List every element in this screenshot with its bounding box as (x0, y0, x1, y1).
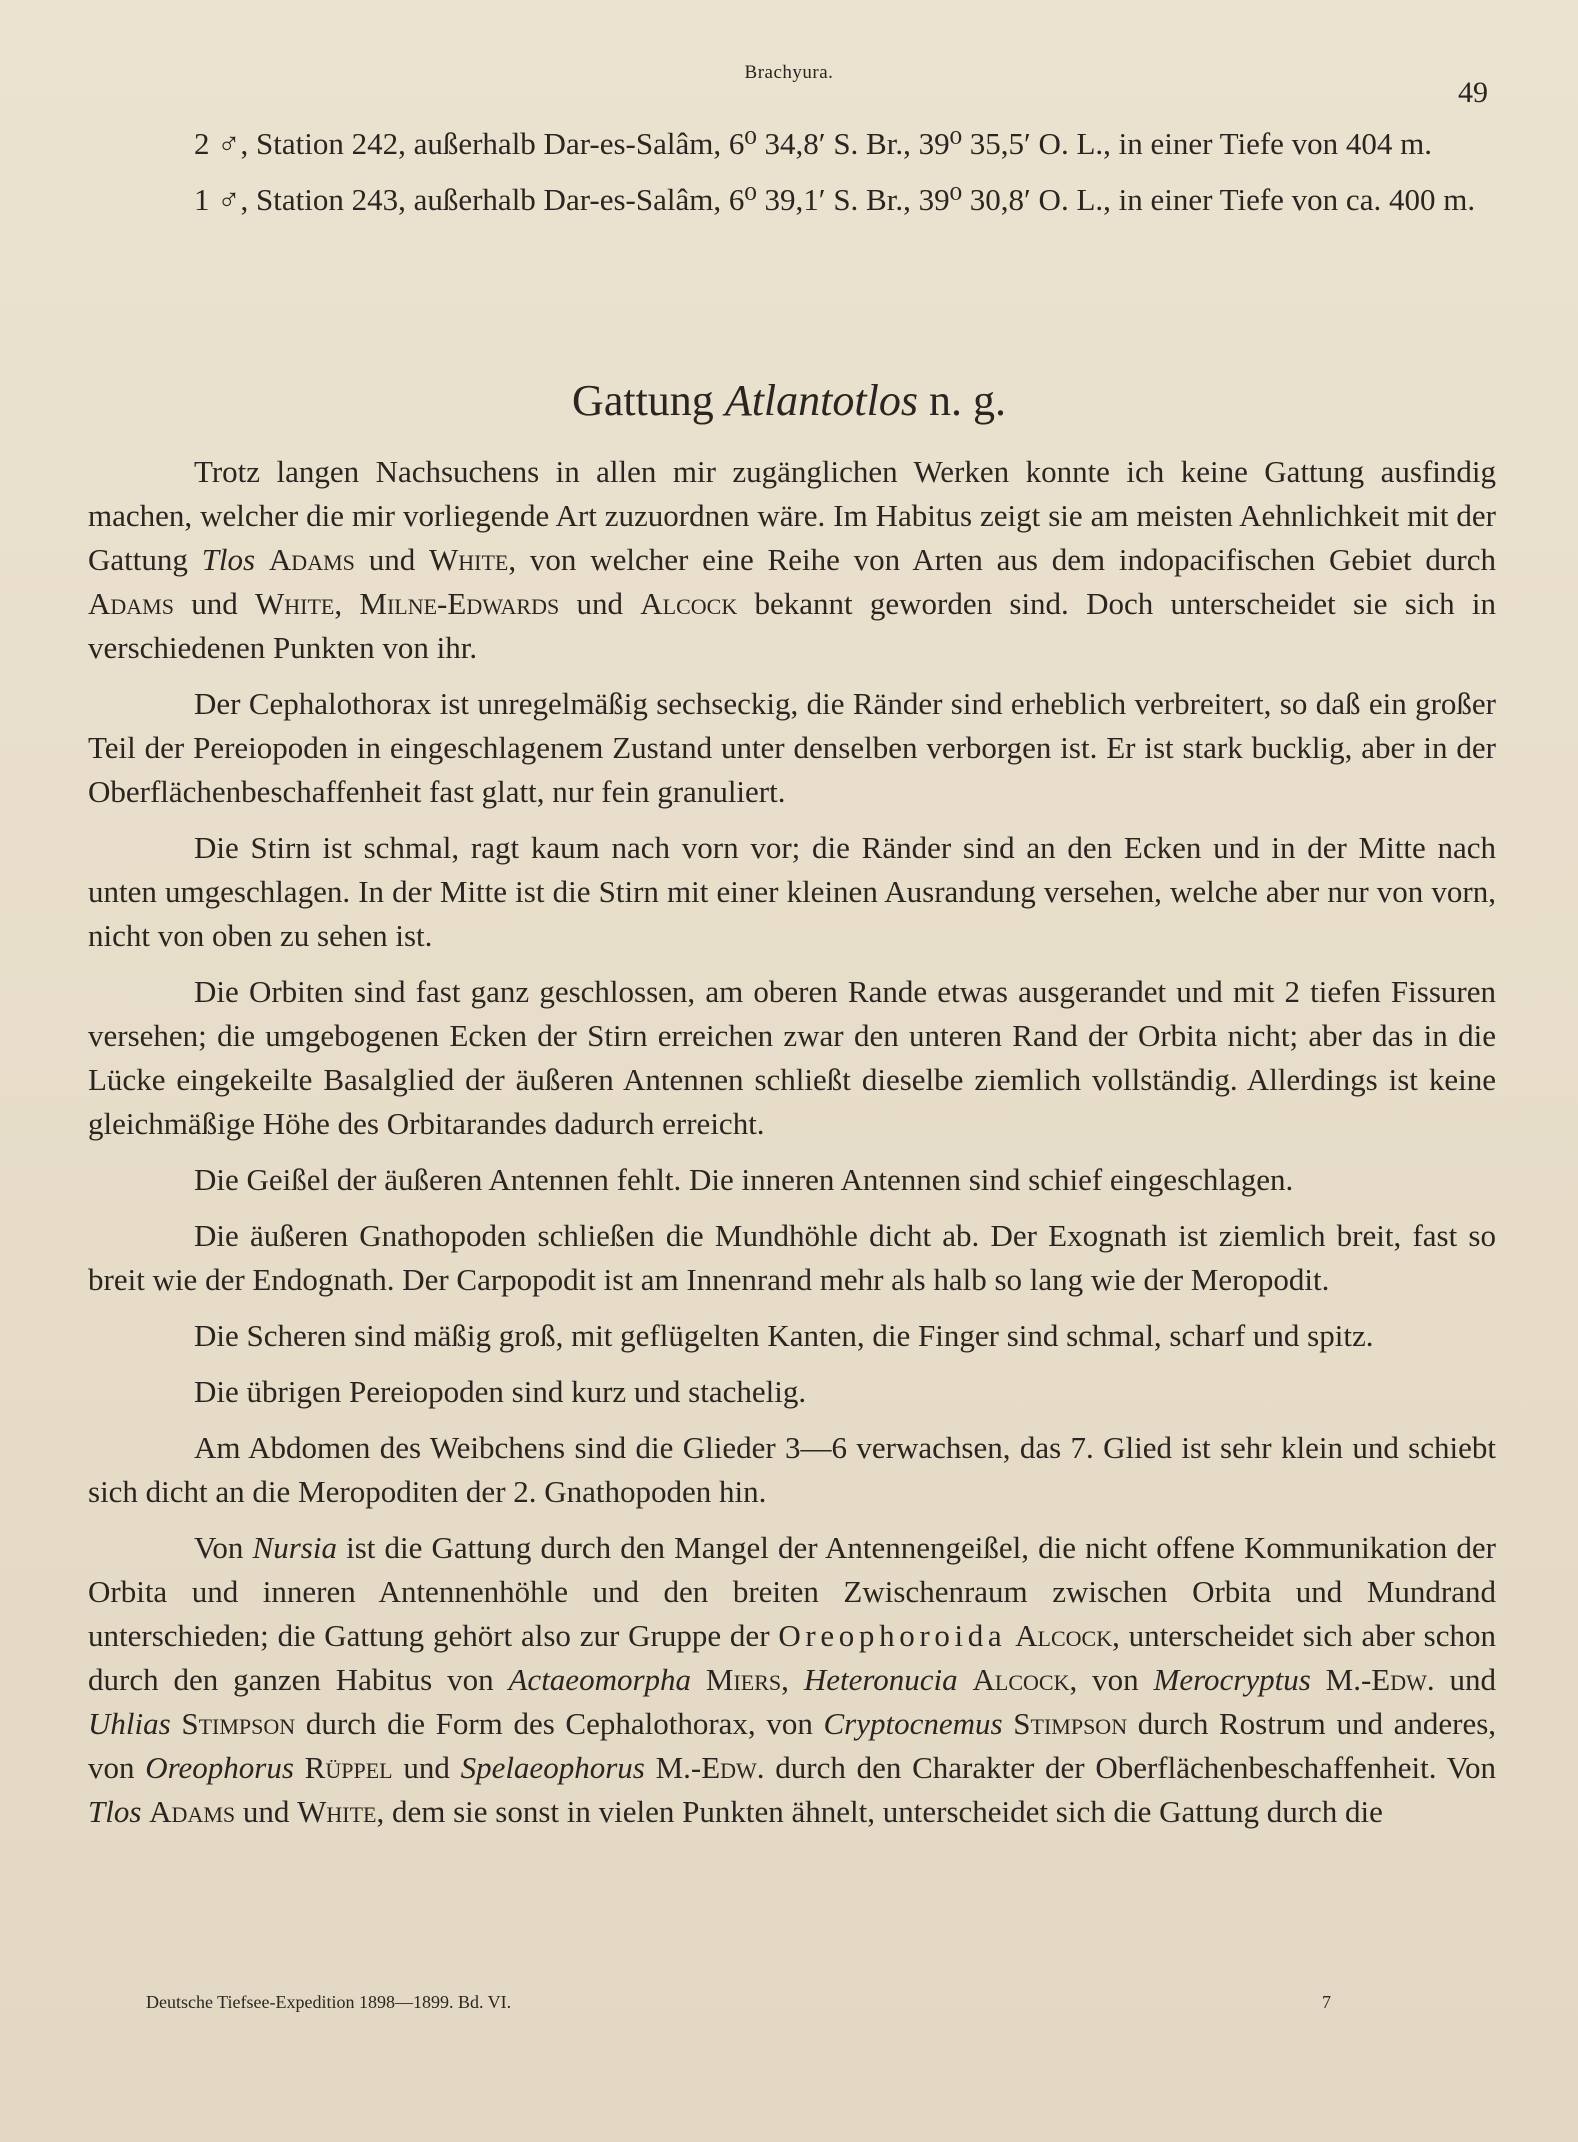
paragraph: Trotz langen Nachsuchens in allen mir zugänglichen Werken konnte ich keine Gattung ausfindig machen, welcher die mir vorliegende Art zuzuordnen wäre. Im Habitus zeigt sie am meisten Aehnlichkeit mit der Gattung Tlos Adams und White, von welcher eine Reihe von Arten aus dem indopacifischen Gebiet durch Adams und White, Milne-Edwards und Alcock bekannt geworden sind. Doch unterscheidet sie sich in verschiedenen Punkten von ihr. (88, 454, 1497, 665)
footer-series: Deutsche Tiefsee-Expedition 1898—1899. Bd. VI. (146, 1992, 512, 2012)
paragraph: Die übrigen Pereiopoden sind kurz und stachelig. (194, 1374, 807, 1409)
paragraph: Am Abdomen des Weibchens sind die Glieder 3—6 verwachsen, das 7. Glied ist sehr klein und schiebt sich dicht an die Meropoditen der 2. Gnathopoden hin. (88, 1430, 1496, 1509)
station-record: 1 ♂, Station 243, außerhalb Dar-es-Salâm, 6⁰ 39,1′ S. Br., 39⁰ 30,8′ O. L., in einer Tiefe von ca. 400 m. (194, 182, 1476, 217)
paragraph: Die Scheren sind mäßig groß, mit geflügelten Kanten, die Finger sind schmal, scharf und spitz. (194, 1318, 1374, 1353)
station-record: 2 ♂, Station 242, außerhalb Dar-es-Salâm, 6⁰ 34,8′ S. Br., 39⁰ 35,5′ O. L., in einer Tiefe von 404 m. (194, 126, 1433, 161)
paragraph: Die äußeren Gnathopoden schließen die Mundhöhle dicht ab. Der Exognath ist ziemlich breit, fast so breit wie der Endognath. Der Carpopodit ist am Innenrand mehr als halb so lang wie der Meropodit. (88, 1218, 1496, 1297)
running-head: Brachyura. (744, 62, 834, 83)
paragraph: Die Stirn ist schmal, ragt kaum nach vorn vor; die Ränder sind an den Ecken und in der Mitte nach unten umgeschlagen. In der Mitte ist die Stirn mit einer kleinen Ausrandung versehen, welche aber nur von vorn, nicht von oben zu sehen ist. (88, 830, 1496, 953)
page-number: 49 (1458, 76, 1488, 109)
genus-heading: Gattung Atlantotlos n. g. (572, 376, 1006, 425)
genus-name: Atlantotlos (724, 376, 918, 425)
body-text (88, 450, 1496, 1846)
paragraph: Die Orbiten sind fast ganz geschlossen, am oberen Rande etwas ausgerandet und mit 2 tiefen Fissuren versehen; die umgebogenen Ecken der Stirn erreichen zwar den unteren Rand der Orbita nicht; aber das in die Lücke eingekeilte Basalglied der äußeren Antennen schließt dieselbe ziemlich vollständig. Allerdings ist keine gleichmäßige Höhe des Orbitarandes dadurch erreicht. (88, 974, 1496, 1141)
footer-signature: 7 (1322, 1992, 1331, 2012)
paragraph: Die Geißel der äußeren Antennen fehlt. Die inneren Antennen sind schief eingeschlagen. (194, 1162, 1294, 1197)
paragraph: Von Nursia ist die Gattung durch den Mangel der Antennengeißel, die nicht offene Kommunikation der Orbita und inneren Antennenhöhle und den breiten Zwischenraum zwischen Orbita und Mundrand unterschieden; die Gattung gehört also zur Gruppe der Oreophoroida Alcock, unterscheidet sich aber schon durch den ganzen Habitus von Actaeomorpha Miers, Heteronucia Alcock, von Merocryptus M.-Edw. und Uhlias Stimpson durch die Form des Cephalothorax, von Cryptocnemus Stimpson durch Rostrum und anderes, von Oreophorus Rüppel und Spelaeophorus M.-Edw. durch den Charakter der Oberflächenbeschaffenheit. Von Tlos Adams und White, dem sie sonst in vielen Punkten ähnelt, unterscheidet sich die Gattung durch die (88, 1530, 1497, 1829)
paragraph: Der Cephalothorax ist unregelmäßig sechseckig, die Ränder sind erheblich verbreitert, so daß ein großer Teil der Pereiopoden in eingeschlagenem Zustand unter denselben verborgen ist. Er ist stark bucklig, aber in der Oberflächenbeschaffenheit fast glatt, nur fein granuliert. (88, 686, 1496, 809)
station-records (88, 122, 1496, 234)
